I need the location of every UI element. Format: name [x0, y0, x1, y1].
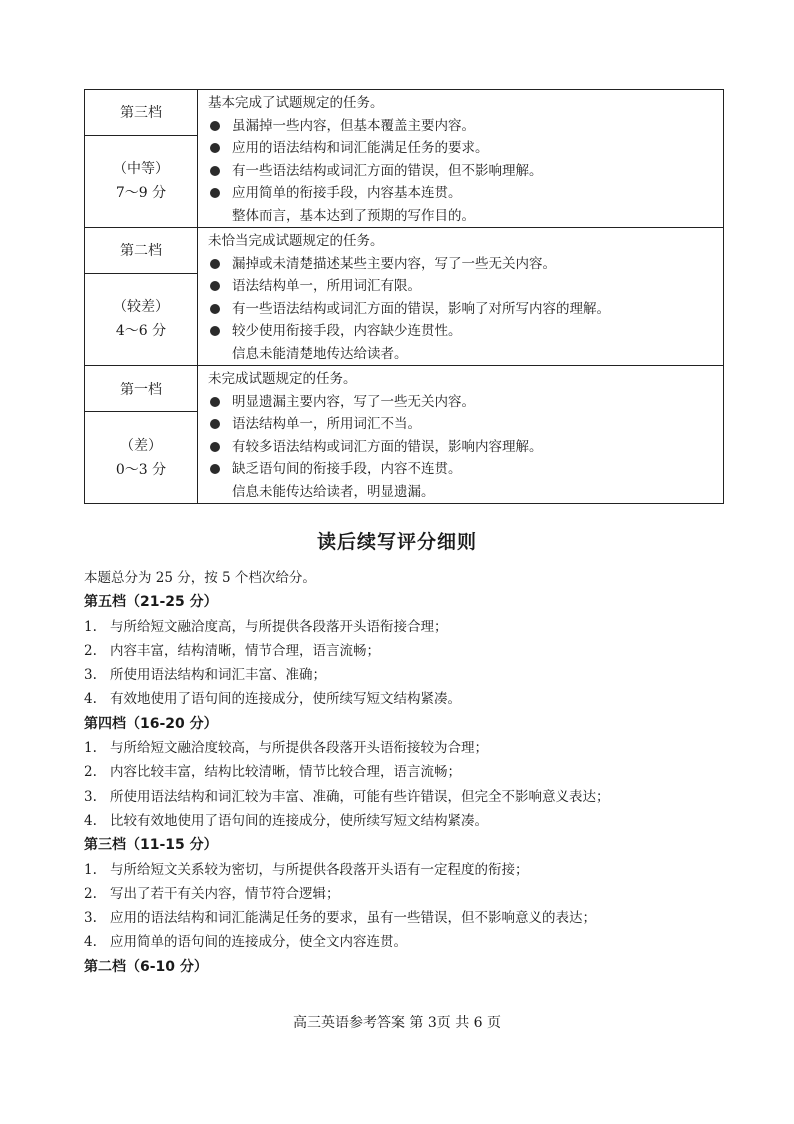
scoring-rubric-table [84, 89, 724, 504]
grade-score: 4～6 分 [115, 323, 167, 340]
grade-description-cell [198, 90, 724, 228]
level-item [84, 639, 724, 663]
level-item [84, 930, 724, 954]
grade-name-cell [85, 90, 198, 136]
criterion-text: 漏掉或未清楚描述某些主要内容，写了一些无关内容。 [232, 255, 556, 272]
item-text: 比较有效地使用了语句间的连接成分，使所续写短文结构紧凑。 [110, 812, 488, 829]
item-number: 3. [84, 667, 97, 684]
item-number: 2. [84, 885, 97, 902]
item-text: 与所给短文关系较为密切，与所提供各段落开头语有一定程度的衔接； [110, 861, 529, 878]
criterion-item [208, 458, 723, 481]
item-text: 所使用语法结构和词汇丰富、准确； [110, 667, 326, 684]
criterion-item [208, 253, 723, 276]
item-number: 4. [84, 812, 97, 829]
level-item [84, 882, 724, 906]
level-item [84, 615, 724, 639]
bullet-icon [210, 188, 220, 198]
grade-score: 7～9 分 [115, 185, 167, 202]
item-text: 所使用语法结构和词汇较为丰富、准确，可能有些许错误，但完全不影响意义表达； [110, 788, 610, 805]
criterion-item [208, 436, 723, 459]
criterion-text: 明显遗漏主要内容，写了一些无关内容。 [232, 393, 475, 410]
grade-closing: 信息未能传达给读者，明显遗漏。 [232, 483, 435, 500]
level-item [84, 760, 724, 784]
grade-level: （较差） [113, 299, 169, 316]
criterion-item [208, 182, 723, 205]
grade-description-cell [198, 228, 724, 366]
criterion-item [208, 275, 723, 298]
criterion-text: 应用简单的衔接手段，内容基本连贯。 [232, 185, 462, 201]
grade-closing: 整体而言，基本达到了预期的写作目的。 [232, 207, 475, 224]
rubric-row-grade1 [85, 366, 724, 412]
criterion-text: 语法结构单一，所用词汇有限。 [232, 278, 421, 294]
item-text: 写出了若干有关内容，情节符合逻辑； [110, 885, 340, 902]
criterion-text: 有一些语法结构或词汇方面的错误，影响了对所写内容的理解。 [232, 300, 610, 317]
bullet-icon [210, 464, 220, 474]
section-title: 读后续写评分细则 [316, 531, 477, 553]
grade-score-cell [85, 273, 198, 365]
grade-level: （中等） [113, 161, 169, 178]
item-number: 1. [84, 740, 97, 757]
grade-intro: 基本完成了试题规定的任务。 [208, 95, 384, 111]
bullet-icon [210, 121, 220, 131]
criterion-item [208, 298, 723, 321]
grade-closing: 信息未能清楚地传达给读者。 [232, 345, 408, 362]
item-text: 应用的语法结构和词汇能满足任务的要求，虽有一些错误，但不影响意义的表达； [110, 910, 596, 927]
item-number: 3. [84, 910, 97, 927]
criterion-text: 较少使用衔接手段，内容缺少连贯性。 [232, 323, 462, 339]
level-heading: 第五档（21-25 分） [84, 594, 218, 611]
level-item [84, 858, 724, 882]
grade-description-cell [198, 366, 724, 504]
bullet-icon [210, 259, 220, 269]
item-number: 3. [84, 788, 97, 805]
grade-intro: 未完成试题规定的任务。 [208, 371, 357, 387]
bullet-icon [210, 143, 220, 153]
grade-name: 第一档 [120, 381, 162, 398]
grade-name: 第二档 [120, 243, 162, 260]
bullet-icon [210, 166, 220, 176]
grade-name: 第三档 [120, 105, 162, 122]
grade-intro: 未恰当完成试题规定的任务。 [208, 233, 384, 249]
level-item [84, 687, 724, 711]
item-text: 内容比较丰富，结构比较清晰，情节比较合理，语言流畅； [110, 764, 461, 781]
grade-score-cell [85, 135, 198, 227]
bullet-icon [210, 326, 220, 336]
bullet-icon [210, 419, 220, 429]
bullet-icon [210, 281, 220, 291]
bullet-icon [210, 397, 220, 407]
item-number: 2. [84, 764, 97, 781]
item-text: 有效地使用了语句间的连接成分，使所续写短文结构紧凑。 [110, 691, 461, 708]
item-text: 应用简单的语句间的连接成分，使全文内容连贯。 [110, 934, 407, 951]
level-item [84, 663, 724, 687]
criterion-text: 缺乏语句间的衔接手段，内容不连贯。 [232, 461, 462, 477]
section-body [84, 566, 724, 979]
rubric-row-grade3 [85, 90, 724, 136]
criterion-item [208, 413, 723, 436]
criterion-text: 虽漏掉一些内容，但基本覆盖主要内容。 [232, 117, 475, 134]
item-text: 与所给短文融洽度较高，与所提供各段落开头语衔接较为合理； [110, 740, 488, 757]
section-intro: 本题总分为 25 分，按 5 个档次给分。 [84, 570, 316, 586]
grade-score: 0～3 分 [115, 461, 167, 478]
grade-score-cell [85, 412, 198, 504]
item-number: 1. [84, 861, 97, 878]
item-text: 与所给短文融洽度高，与所提供各段落开头语衔接合理； [110, 618, 448, 635]
level-heading: 第四档（16-20 分） [84, 715, 218, 732]
grade-name-cell [85, 366, 198, 412]
level-item [84, 785, 724, 809]
level-heading: 第三档（11-15 分） [84, 837, 218, 854]
item-number: 2. [84, 642, 97, 659]
page-footer: 高三英语参考答案 第 3页 共 6 页 [292, 1015, 502, 1031]
level-heading: 第二档（6-10 分） [84, 958, 208, 975]
level-item [84, 906, 724, 930]
item-text: 内容丰富，结构清晰，情节合理，语言流畅； [110, 642, 380, 659]
criterion-item [208, 160, 723, 183]
level-item [84, 736, 724, 760]
item-number: 4. [84, 691, 97, 708]
level-item [84, 809, 724, 833]
grade-level: （差） [120, 437, 162, 454]
criterion-text: 有较多语法结构或词汇方面的错误，影响内容理解。 [232, 438, 543, 455]
criterion-text: 应用的语法结构和词汇能满足任务的要求。 [232, 140, 489, 156]
criterion-item [208, 320, 723, 343]
criterion-item [208, 391, 723, 414]
criterion-text: 语法结构单一，所用词汇不当。 [232, 416, 421, 432]
item-number: 1. [84, 618, 97, 635]
rubric-row-grade2 [85, 228, 724, 274]
criterion-text: 有一些语法结构或词汇方面的错误，但不影响理解。 [232, 162, 543, 179]
item-number: 4. [84, 934, 97, 951]
grade-name-cell [85, 228, 198, 274]
criterion-item [208, 137, 723, 160]
criterion-item [208, 115, 723, 138]
bullet-icon [210, 304, 220, 314]
bullet-icon [210, 442, 220, 452]
